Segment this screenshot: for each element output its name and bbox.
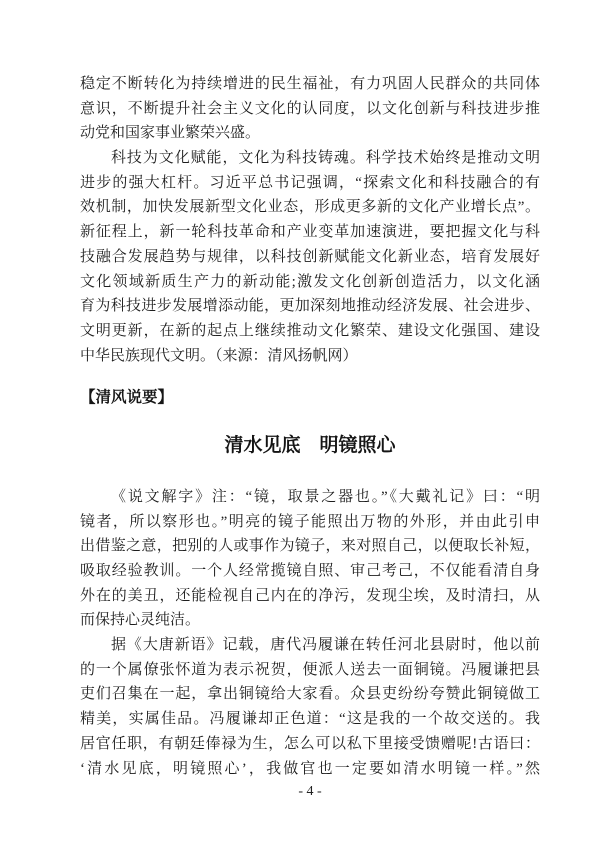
text-line: 进步的强大杠杆。习近平总书记强调，“探索文化和科技融合的有: [80, 174, 540, 191]
paragraph: [80, 485, 540, 633]
text-line: 文明更新，在新的起点上继续推动文化繁荣、建设文化强国、建设: [80, 322, 540, 339]
text-line: 出借鉴之意，把别的人或事作为镜子，来对照自己，以便取长补短，: [80, 538, 540, 555]
text-line: 吏们召集在一起，拿出铜镜给大家看。众县吏纷纷夸赞此铜镜做工: [80, 686, 540, 703]
section-header: 【清风说要】: [80, 389, 174, 407]
text-line: 而保持心灵纯洁。: [80, 612, 201, 629]
text-line: 外在的美丑，还能检视自己内在的净污，发现尘埃，及时清扫，从: [80, 587, 540, 604]
text-line: 技融合发展趋势与规律，以科技创新赋能文化新业态，培育发展好: [80, 248, 540, 265]
text-line: 科技为文化赋能，文化为科技铸魂。科学技术始终是推动文明: [111, 150, 540, 167]
text-line: 效机制，加快发展新型文化业态，形成更多新的文化产业增长点”。: [80, 199, 540, 216]
text-line: 居官任职，有朝廷俸禄为生，怎么可以私下里接受馈赠呢!古语曰：: [80, 735, 540, 752]
text-line: 文化领域新质生产力的新动能;激发文化创新创造活力，以文化涵: [80, 273, 540, 290]
text-line: 意识，不断提升社会主义文化的认同度，以文化创新与科技进步推: [80, 100, 540, 117]
intro-text: [80, 72, 540, 368]
text-line: 中华民族现代文明。（来源：清风扬帆网）: [80, 347, 358, 364]
paragraph: [80, 72, 540, 146]
page-content: [80, 72, 540, 781]
text-line: ‘清水见底，明镜照心’，我做官也一定要如清水明镜一样。”然: [80, 760, 540, 777]
text-line: 育为科技进步发展增添动能，更加深刻地推动经济发展、社会进步、: [80, 298, 540, 315]
page-number: - 4 -: [298, 784, 322, 799]
text-line: 新征程上，新一轮科技革命和产业变革加速演进，要把握文化与科: [80, 224, 540, 241]
text-line: 镜者，所以察形也。”明亮的镜子能照出万物的外形，并由此引申: [80, 513, 540, 530]
text-line: 稳定不断转化为持续增进的民生福祉，有力巩固人民群众的共同体: [80, 76, 540, 92]
text-line: 吸取经验教训。一个人经常揽镜自照、审己考己，不仅能看清自身: [80, 563, 540, 580]
text-line: 动党和国家事业繁荣兴盛。: [80, 125, 261, 142]
paragraph: [80, 633, 540, 781]
text-line: 精美，实属佳品。冯履谦却正色道：“这是我的一个故交送的。我: [80, 711, 540, 728]
paragraph: [80, 146, 540, 368]
article-title: 清水见底 明镜照心: [224, 434, 396, 456]
article-text: [80, 485, 540, 781]
text-line: 《说文解字》注：“镜，取景之器也。”《大戴礼记》曰：“明: [111, 488, 540, 505]
text-line: 的一个属僚张怀道为表示祝贺，便派人送去一面铜镜。冯履谦把县: [80, 661, 540, 678]
text-line: 据《大唐新语》记载，唐代冯履谦在转任河北县尉时，他以前: [111, 637, 540, 654]
